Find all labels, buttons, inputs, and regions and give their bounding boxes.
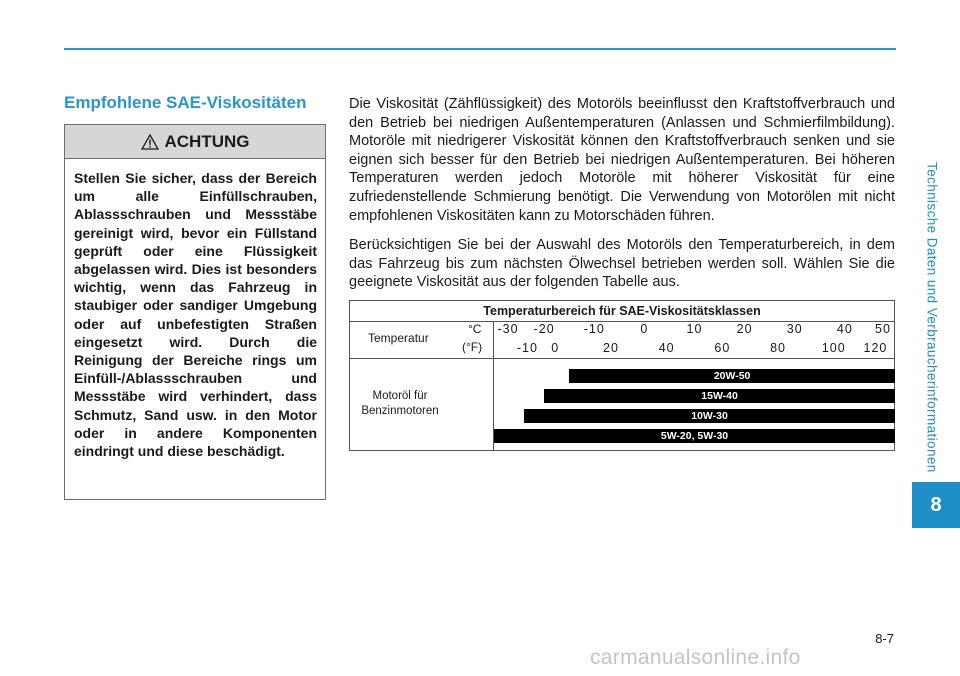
table-divider-horizontal [350,358,894,359]
celsius-tick-label: 30 [786,322,803,336]
oil-type-label [350,389,450,419]
viscosity-table [349,300,895,451]
viscosity-range-bar [544,389,895,403]
chapter-tab: 8 [912,482,960,528]
fahrenheit-tick-label: 20 [603,341,619,355]
viscosity-range-bar [569,369,895,383]
fahrenheit-tick-label: 60 [714,341,731,355]
viscosity-range-bar [494,429,895,443]
viscosity-range-label: 15W-40 [701,390,738,402]
caution-title: ACHTUNG [164,131,250,151]
viscosity-paragraph: Die Viskosität (Zähflüssigkeit) des Motoröls beeinflusst den Kraftstoffverbrauch und den Betrieb bei niedrigen Außentemperaturen (Anlassen und Schmierfilmbildung). Motoröle mit niedrigerer Viskosität können den Kraftstoffverbrauch senken und sie eignen sich besser für den Betrieb bei niedrigen Außentemperaturen. Bei höheren Temperaturen werden jedoch Motoröle mit höherer Viskosität für eine zufriedenstellende Schmierung benötigt. Die Verwendung von Motorölen mit nicht empfohlenen Viskositäten kann zu Motorschäden führen. [349,96,895,224]
viscosity-range-bar [524,409,895,423]
celsius-tick-label: 20 [736,322,753,336]
fahrenheit-tick-label: 120 [863,341,888,355]
viscosity-range-label: 10W-30 [691,410,728,422]
watermark: carmanualsonline.info [590,646,801,669]
viscosity-range-label: 20W-50 [713,370,751,382]
warning-triangle-icon [141,134,159,150]
page-number: 8-7 [875,631,894,646]
viscosity-range-label: 5W-20, 5W-30 [660,430,729,442]
section-heading: Empfohlene SAE-Viskositäten [64,93,307,112]
caution-header [65,125,325,159]
caution-text: Stellen Sie sicher, dass der Bereich um alle Einfüllschrauben, Ablassschrauben und Messstäbe gereinigt wird, bevor ein Füllstand geprüft oder eine Flüssigkeit abgelassen wird. Dies ist besonders wichtig, wenn das Fahrzeug in staubiger oder sandiger Umgebung oder auf unbefestigten Straßen eingesetzt wird. Durch die Reinigung der Bereiche rings um Einfüll-/Ablassschrauben und Messstäbe wird verhindert, dass Schmutz, Sand usw. in den Motor oder in andere Komponenten eindringt und diese beschädigt. [74,170,317,460]
caution-box [64,124,326,500]
chapter-side-title: Technische Daten und Verbraucherinformationen [924,162,940,473]
fahrenheit-unit: (°F) [462,340,483,354]
fahrenheit-tick-label: 100 [821,341,846,355]
top-rule [64,48,896,50]
celsius-tick-label: 0 [640,322,649,336]
fahrenheit-tick-label: 40 [658,341,675,355]
celsius-tick-label: -20 [533,322,555,336]
celsius-tick-label: -10 [583,322,605,336]
celsius-unit: °C [468,322,482,336]
celsius-tick-label: -30 [497,322,519,336]
celsius-tick-label: 10 [686,322,703,336]
celsius-tick-label: 50 [875,322,891,336]
selection-paragraph: Berücksichtigen Sie bei der Auswahl des Motoröls den Temperaturbereich, in dem das Fahrzeug bis zum nächsten Ölwechsel betrieben werden soll. Wählen Sie die geeignete Viskosität aus der folgenden Tabelle aus. [349,237,895,291]
table-title: Temperaturbereich für SAE-Viskositätsklassen [350,301,894,322]
fahrenheit-tick-label: -10 [516,341,538,355]
oil-type-label-line2: Benzinmotoren [361,405,439,417]
fahrenheit-tick-label: 80 [770,341,786,355]
temperature-label: Temperatur [368,331,429,345]
oil-type-label-line1: Motoröl für [372,390,428,402]
celsius-tick-label: 40 [836,322,853,336]
fahrenheit-tick-label: 0 [551,341,560,355]
